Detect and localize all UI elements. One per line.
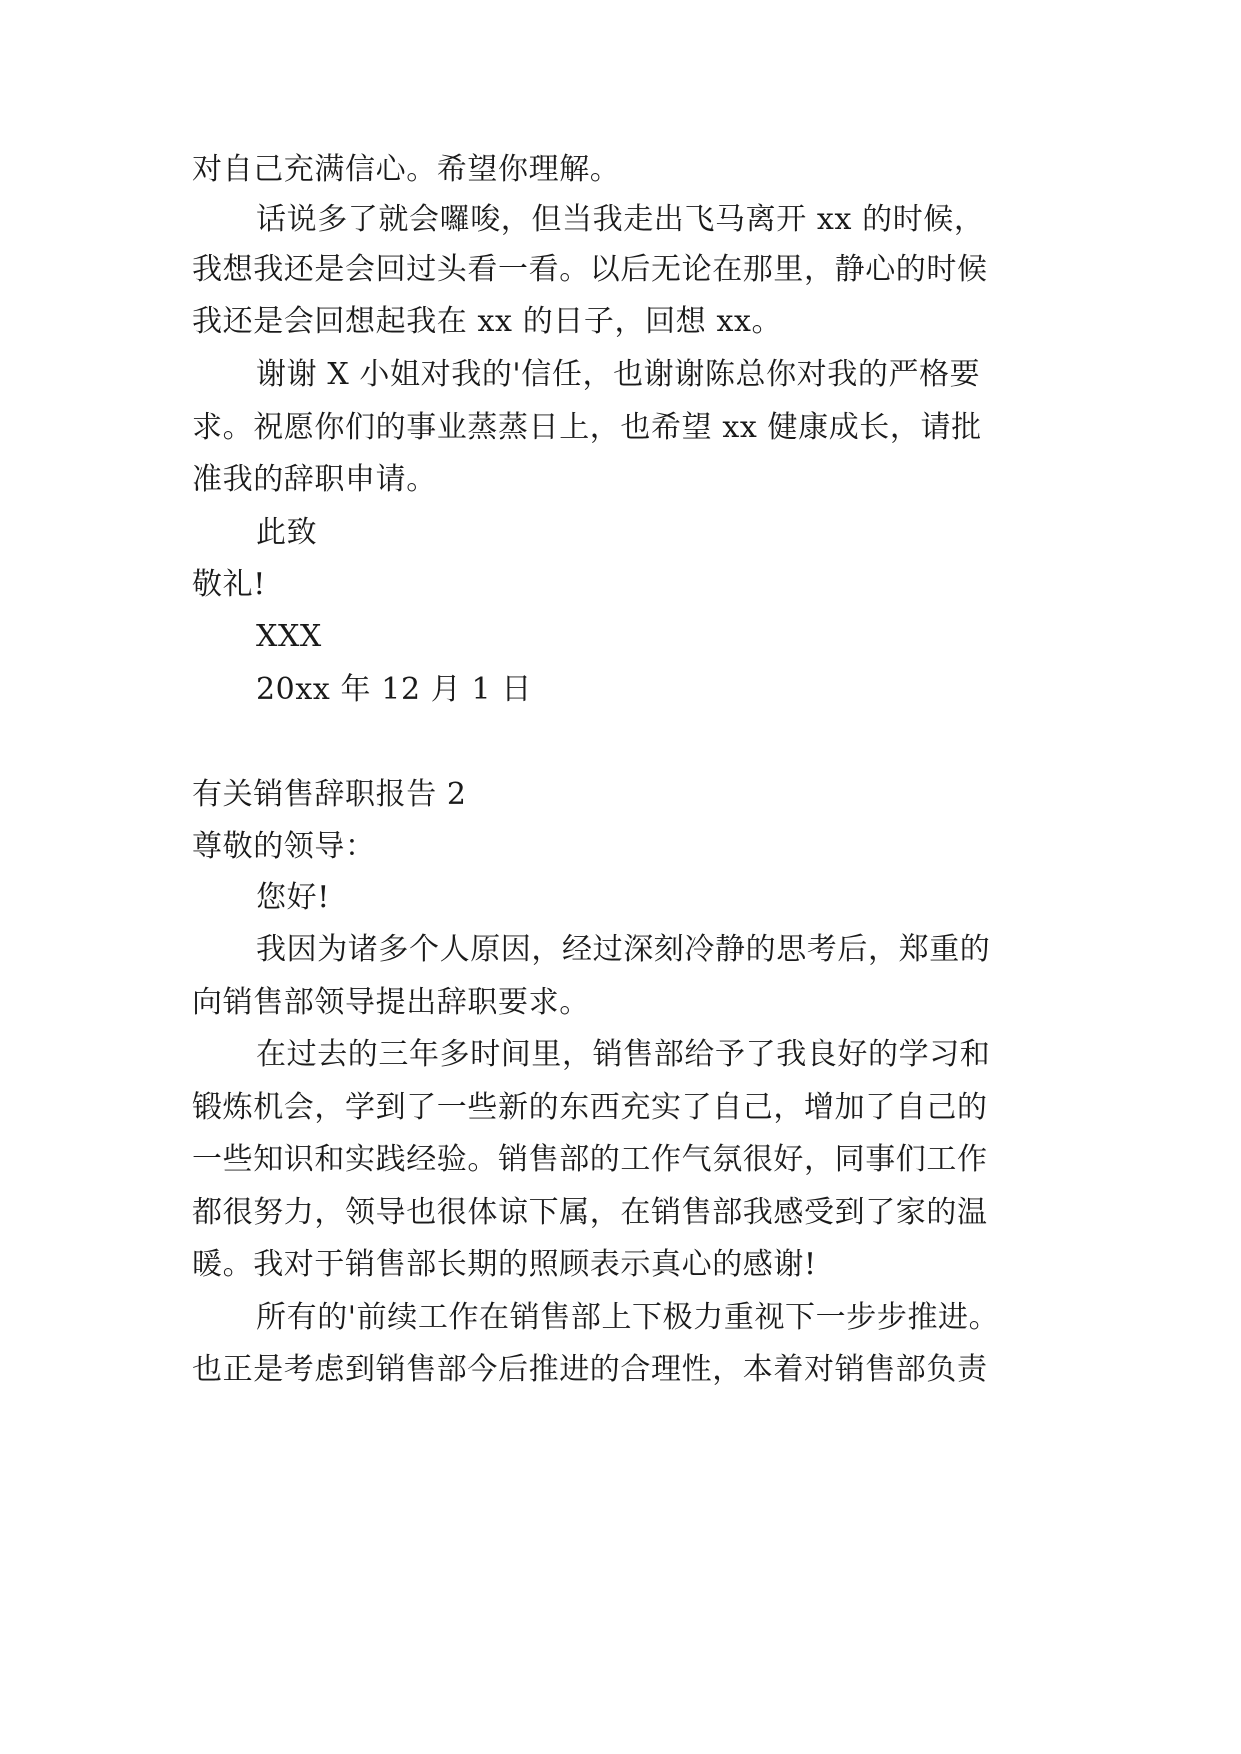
paragraph-line: 话说多了就会囉唆，但当我走出飞马离开 xx 的时候， <box>256 202 985 237</box>
closing-regards: 敬礼! <box>192 567 266 602</box>
paragraph-line: 在过去的三年多时间里，销售部给予了我良好的学习和 <box>256 1037 991 1072</box>
paragraph-line: 向销售部领导提出辞职要求。 <box>192 985 590 1020</box>
signature-date: 20xx 年 12 月 1 日 <box>256 672 532 707</box>
paragraph-line: 暖。我对于销售部长期的照顾表示真心的感谢! <box>192 1247 817 1282</box>
greeting-hello: 您好! <box>256 880 330 915</box>
paragraph-line: 一些知识和实践经验。销售部的工作气氛很好，同事们工作 <box>192 1142 988 1177</box>
paragraph-line: 所有的'前续工作在销售部上下极力重视下一步步推进。 <box>256 1300 1000 1335</box>
paragraph-line: 谢谢 X 小姐对我的'信任，也谢谢陈总你对我的严格要 <box>256 357 981 392</box>
signature-name: XXX <box>256 619 322 654</box>
paragraph-line: 锻炼机会，学到了一些新的东西充实了自己，增加了自己的 <box>192 1090 988 1125</box>
paragraph-line: 对自己充满信心。希望你理解。 <box>192 152 621 187</box>
greeting: 尊敬的领导： <box>192 829 376 864</box>
paragraph-line: 准我的辞职申请。 <box>192 462 437 497</box>
paragraph-line: 都很努力，领导也很体谅下属，在销售部我感受到了家的温 <box>192 1195 988 1230</box>
paragraph-line: 我想我还是会回过头看一看。以后无论在那里，静心的时候 <box>192 252 988 287</box>
paragraph-line: 我还是会回想起我在 xx 的日子，回想 xx。 <box>192 304 783 339</box>
paragraph-line: 也正是考虑到销售部今后推进的合理性，本着对销售部负责 <box>192 1352 988 1387</box>
closing-salutation: 此致 <box>256 515 318 550</box>
paragraph-line: 我因为诸多个人原因，经过深刻冷静的思考后，郑重的 <box>256 932 991 967</box>
section-title: 有关销售辞职报告 2 <box>192 777 467 812</box>
paragraph-line: 求。祝愿你们的事业蒸蒸日上，也希望 xx 健康成长，请批 <box>192 410 982 445</box>
